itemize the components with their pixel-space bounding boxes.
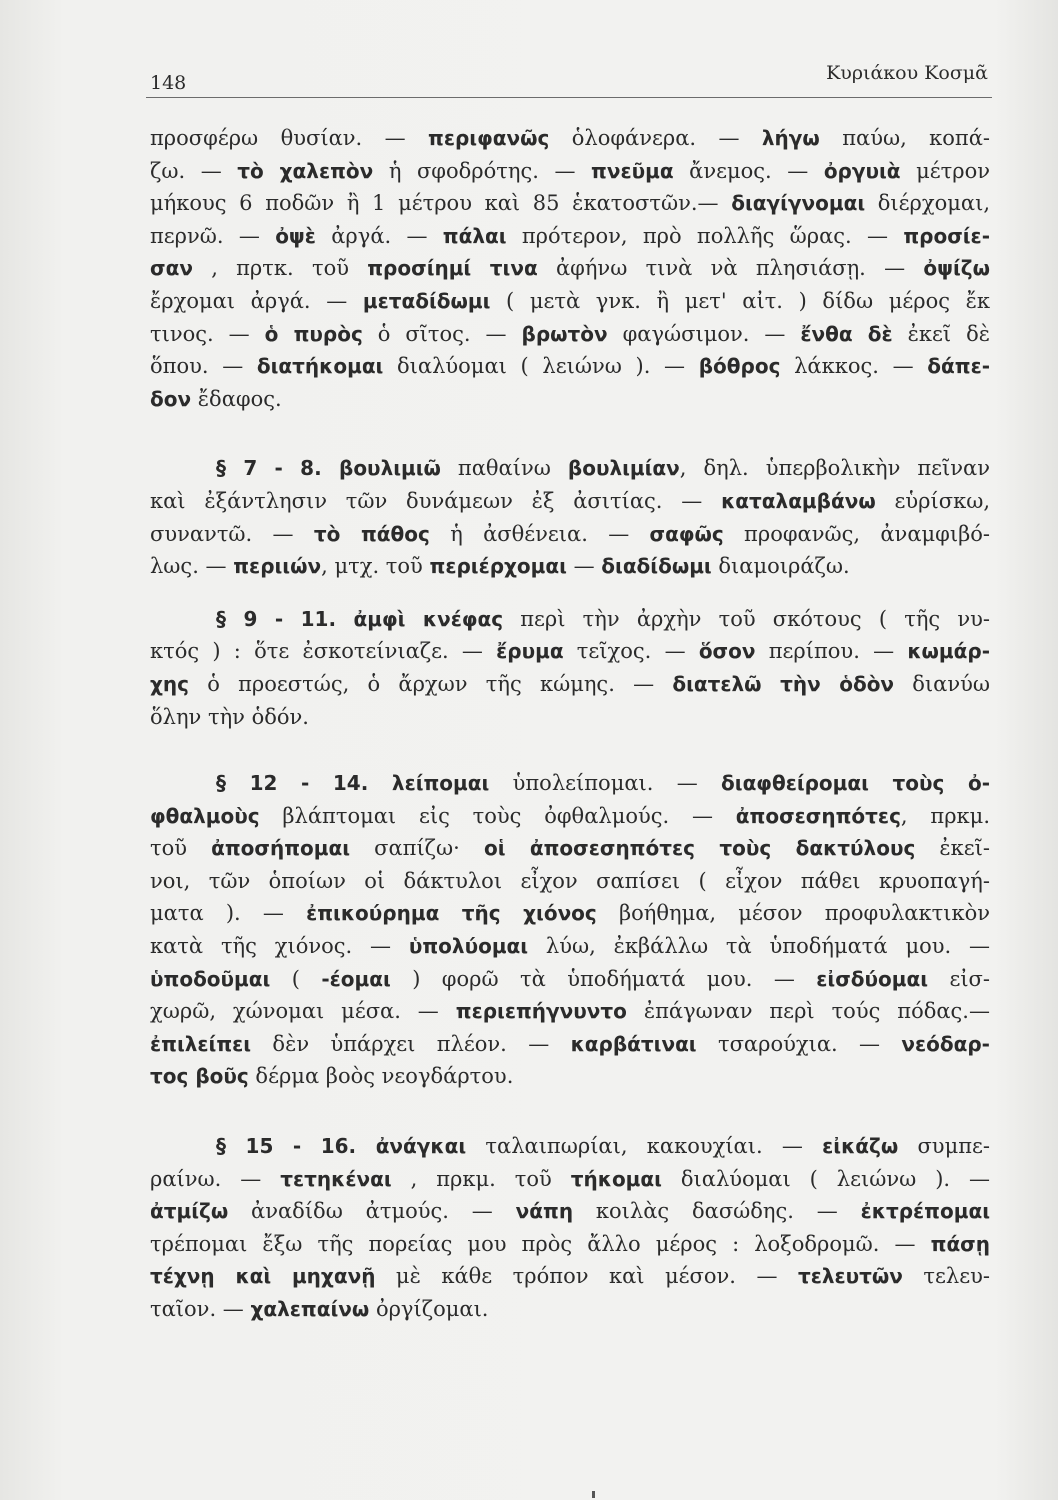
headword: βόθρος [698,354,781,379]
text-line [150,701,990,734]
headword: ἐπικούρημα τῆς χιόνος [306,901,597,926]
gloss-text: λύω, ἐκβάλλω τὰ ὑποδήματά μου. — [528,934,991,959]
gloss-text: ἔδαφος. [191,386,282,411]
gloss-text: ) φορῶ τὰ ὑποδήματά μου. — [390,966,817,991]
gloss-text: ἐκεῖ δὲ [892,321,990,346]
headword: πάλαι [442,223,507,248]
gloss-text: πρότερον, πρὸ πολλῆς ὥρας. — [506,223,904,248]
headword: ἐκτρέπομαι [860,1199,990,1224]
gloss-text: ἄνεμος. — [673,158,824,183]
text-line [150,832,990,865]
gloss-text: ἡ ἀσθένεια. — [429,521,650,546]
headword: τέχνῃ καὶ μηχανῇ [150,1264,376,1289]
gloss-text: τεῖχος. — [563,639,699,664]
gloss-text: περνῶ. — [150,223,276,248]
running-title: Κυριάκου Κοσμᾶ [826,62,988,84]
gloss-text: βλάπτομαι εἰς τοὺς ὀφθαλμούς. — [259,803,736,828]
gloss-text: κατὰ τῆς χιόνος. — [150,934,409,959]
text-line [150,1028,990,1061]
headword: δάπε- [927,354,990,379]
text-line [150,1228,990,1261]
gloss-text: ὁ προεστώς, ὁ ἄρχων τῆς κώμης. — [189,671,673,696]
headword: εἰκάζω [822,1134,899,1159]
gloss-text: προσφέρω θυσίαν. — [150,126,429,150]
headword: λείπομαι [391,771,490,796]
gloss-text: λως. — [150,554,234,579]
headword: προσίημί τινα [367,256,538,281]
headword: ἀνάγκαι [375,1134,467,1159]
gloss-text: ραίνω. — [150,1166,281,1191]
gloss-text: συναντῶ. — [150,521,314,546]
text-line [150,865,990,898]
headword: σαφῶς [649,521,724,546]
text-line [150,350,990,383]
gloss-text: ταῖον. — [150,1297,251,1321]
text-line [150,897,990,930]
headword: λήγω [761,126,820,150]
headword: δον [150,386,192,411]
text-line [150,635,990,668]
gloss-text: , πρκμ. τοῦ [391,1166,571,1191]
headword: τὸ χαλεπὸν [237,158,374,183]
header-rule [146,97,992,98]
gloss-text: ματα ). — [150,901,307,926]
gloss-text: ( [270,966,322,991]
headword: § 7 - 8. [216,456,339,481]
gloss-text: δὲν ὑπάρχει πλέον. — [251,1031,571,1056]
text-line [150,252,990,285]
headword: χαλεπαίνω [250,1297,370,1321]
text-line [150,800,990,833]
headword: ἔρυμα [496,639,564,664]
gloss-text: , μτχ. τοῦ [321,554,430,579]
gloss-text: ἀφήνω τινὰ νὰ πλησιάσῃ. — [537,256,924,281]
text-line [150,187,990,220]
headword: τὸ πάθος [313,521,430,546]
headword: ἐπιλείπει [150,1031,252,1056]
headword: ἀμφὶ κνέφας [353,606,504,631]
headword: § 15 - 16. [216,1134,376,1159]
gloss-text: σαπίζω· [350,836,484,861]
gloss-text: εἰσ- [928,966,990,991]
gloss-text: ταλαιπωρίαι, κακουχίαι. — [466,1134,823,1159]
page-speck [592,1491,595,1498]
gloss-text: μήκους 6 ποδῶν ἢ 1 μέτρου καὶ 85 ἑκατοστῶν.— [150,191,732,216]
text-line [150,1130,990,1163]
text-line [150,1195,990,1228]
headword: ὀψὲ [275,223,316,248]
gloss-text: ὁλοφάνερα. — [549,126,762,150]
gloss-text: ὅπου. — [150,354,257,379]
gloss-text: χωρῶ, χώνομαι μέσα. — [150,999,456,1024]
headword: εἰσδύομαι [816,966,929,991]
headword: πάσῃ [930,1231,990,1256]
gloss-text: τοῦ [150,836,212,861]
headword: νάπη [515,1199,574,1224]
gloss-text: , πρτκ. τοῦ [192,256,368,281]
headword: νεόδαρ- [901,1031,990,1056]
text-line [150,767,990,800]
headword: § 9 - 11. [216,606,354,631]
gloss-text: παύω, κοπά- [819,126,991,150]
paragraph [150,603,990,733]
headword: -έομαι [321,966,391,991]
headword: τετηκέναι [280,1166,392,1191]
headword: προσίε- [903,223,990,248]
page-number: 148 [150,72,187,94]
paragraph [150,767,990,1093]
headword: περιφανῶς [428,126,550,150]
headword: § 12 - 14. [216,771,392,796]
gloss-text: ἀναδίδω ἀτμούς. — [228,1199,516,1224]
headword: μεταδίδωμι [362,288,491,313]
headword: τήκομαι [570,1166,662,1191]
text-line [150,963,990,996]
headword: πνεῦμα [591,158,674,183]
gloss-text: ζω. — [150,158,238,183]
gloss-text: ὑπολείπομαι. — [489,771,722,796]
gloss-text: εὑρίσκω, [875,488,990,513]
headword: διατελῶ τὴν ὁδὸν [672,671,895,696]
gloss-text: τσαρούχια. — [696,1031,902,1056]
gloss-text: ( μετὰ γνκ. ἢ μετ' αἰτ. ) δίδω μέρος ἔκ [490,288,990,313]
gloss-text: τρέπομαι ἔξω τῆς πορείας μου πρὸς ἄλλο μέρος : λοξοδρομῶ. — [150,1231,931,1256]
commentary-text [150,122,990,1326]
gloss-text: διαλύομαι ( λειώνω ). — [383,354,699,379]
gloss-text: φαγώσιμον. — [607,321,801,346]
gloss-text: τινος. — [150,321,265,346]
text-line [150,995,990,1028]
headword: ὁ πυρὸς [264,321,363,346]
gloss-text: — [566,554,602,579]
headword: περιεπήγνυντο [455,999,627,1024]
headword: ὑποδοῦμαι [150,966,271,991]
gloss-text: , πρκμ. [900,803,990,828]
headword: βουλιμίαν [567,456,680,481]
text-line [150,220,990,253]
paragraph [150,452,990,582]
gloss-text: διαλύομαι ( λειώνω ). — [661,1166,991,1191]
gloss-text: περίπου. — [755,639,908,664]
headword: καρβάτιναι [570,1031,697,1056]
gloss-text: καὶ ἐξάντλησιν τῶν δυνάμεων ἐξ ἀσιτίας. — [150,488,722,513]
headword: βρωτὸν [521,321,608,346]
gloss-text: βοήθημα, μέσον προφυλακτικὸν [596,901,990,926]
text-line [150,1060,990,1093]
headword: διατήκομαι [256,354,384,379]
headword: οἱ ἀποσεσηπότες τοὺς δακτύλους [483,836,916,861]
gloss-text: μέτρον [900,158,990,183]
headword: διαφθείρομαι τοὺς ὀ- [721,771,990,796]
gloss-text: κτός ) : ὅτε ἐσκοτείνιαζε. — [150,639,497,664]
text-line [150,485,990,518]
paragraph [150,1130,990,1326]
headword: φθαλμοὺς [150,803,260,828]
headword: ὀργυιὰ [823,158,901,183]
gloss-text: διέρχομαι, [865,191,991,216]
text-line [150,122,990,155]
gloss-text: ἐπάγωναν περὶ τούς πόδας.— [626,999,990,1024]
gloss-text: περὶ τὴν ἀρχὴν τοῦ σκότους ( τῆς νυ- [503,606,990,631]
gloss-text: ὁ σῖτος. — [362,321,522,346]
text-line [150,285,990,318]
gloss-text: προφανῶς, ἀναμφιβό- [723,521,990,546]
gloss-text: διαμοιράζω. [711,554,850,579]
text-line [150,452,990,485]
gloss-text: ἡ σφοδρότης. — [373,158,592,183]
headword: τος βοῦς [150,1064,249,1089]
text-line [150,155,990,188]
paragraph [150,122,990,415]
headword: ἔνθα δὲ [800,321,893,346]
headword: διαδίδωμι [601,554,712,579]
text-line [150,930,990,963]
text-line [150,603,990,636]
headword: κωμάρ- [907,639,991,664]
gloss-text: παθαίνω [440,456,568,481]
gloss-text: ὀργίζομαι. [369,1297,489,1321]
gloss-text: κοιλὰς δασώδης. — [573,1199,861,1224]
text-line [150,1260,990,1293]
gloss-text: δέρμα βοὸς νεογδάρτου. [248,1064,514,1089]
gloss-text: , δηλ. ὑπερβολικὴν πεῖναν [679,456,990,481]
text-line [150,550,990,583]
text-line [150,383,990,416]
gloss-text: ἀργά. — [315,223,443,248]
text-line [150,1293,990,1326]
headword: περιιών [233,554,322,579]
headword: ὀψίζω [923,256,990,281]
gloss-text: μὲ κάθε τρόπον καὶ μέσον. — [375,1264,798,1289]
gloss-text: ἐκεῖ- [915,836,990,861]
headword: χης [150,671,189,696]
gloss-text: διανύω [894,671,991,696]
text-line [150,668,990,701]
headword: περιέρχομαι [429,554,567,579]
headword: ἀποσεσηπότες [735,803,901,828]
headword: τελευτῶν [797,1264,903,1289]
headword: βουλιμιῶ [339,456,441,481]
gloss-text: λάκκος. — [780,354,928,379]
gloss-text: τελευ- [902,1264,990,1289]
text-line [150,518,990,551]
text-line [150,318,990,351]
text-line [150,1163,990,1196]
gloss-text: ὅλην τὴν ὁδόν. [150,704,309,729]
gloss-text: νοι, τῶν ὁποίων οἱ δάκτυλοι εἶχον σαπίσει ( εἶχον πάθει κρυοπαγή- [150,868,990,893]
headword: ὑπολύομαι [408,934,529,959]
headword: ἀποσήπομαι [211,836,351,861]
headword: ὅσον [698,639,756,664]
gloss-text: ἔρχομαι ἀργά. — [150,288,363,313]
page-header [150,62,988,96]
gloss-text: συμπε- [898,1134,990,1159]
headword: ἀτμίζω [150,1199,229,1224]
headword: καταλαμβάνω [721,488,876,513]
headword: σαν [150,256,193,281]
headword: διαγίγνομαι [731,191,866,216]
